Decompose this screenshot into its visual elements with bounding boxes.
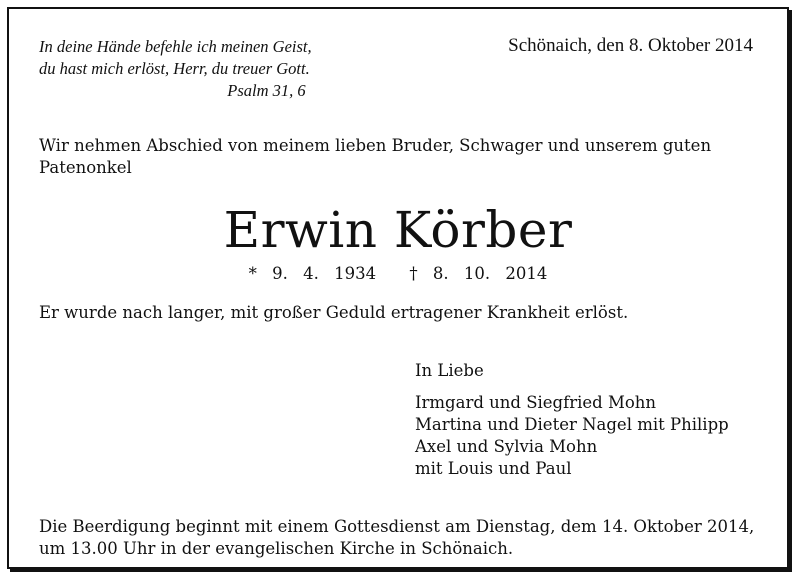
funeral-announcement: Die Beerdigung beginnt mit einem Gottesdienst am Dienstag, dem 14. Oktober 2014, um 13.00 Uhr in der evangelischen Kirche in Schönaich. xyxy=(39,517,755,558)
mourner-line: mit Louis und Paul xyxy=(415,459,572,478)
intro-text: Wir nehmen Abschied von meinem lieben Bruder, Schwager und unserem guten Patenonkel xyxy=(39,136,712,177)
closing-phrase: In Liebe xyxy=(415,361,484,380)
verse-line-2: du hast mich erlöst, Herr, du treuer Gott. xyxy=(39,59,310,78)
bible-verse xyxy=(39,36,312,102)
life-dates xyxy=(9,264,787,283)
death-date: † 8. 10. 2014 xyxy=(409,264,548,283)
mourners-block xyxy=(415,360,729,480)
mourner-line: Axel und Sylvia Mohn xyxy=(415,437,598,456)
obituary-notice xyxy=(7,7,789,569)
verse-line-1: In deine Hände befehle ich meinen Geist, xyxy=(39,37,312,56)
verse-reference: Psalm 31, 6 xyxy=(227,81,306,100)
birth-date: * 9. 4. 1934 xyxy=(248,264,377,283)
mourner-line: Martina und Dieter Nagel mit Philipp xyxy=(415,415,729,434)
place-and-date: Schönaich, den 8. Oktober 2014 xyxy=(508,35,753,56)
deceased-name: Erwin Körber xyxy=(223,201,573,259)
cause-text: Er wurde nach langer, mit großer Geduld ertragener Krankheit erlöst. xyxy=(39,303,629,322)
mourner-line: Irmgard und Siegfried Mohn xyxy=(415,393,657,412)
